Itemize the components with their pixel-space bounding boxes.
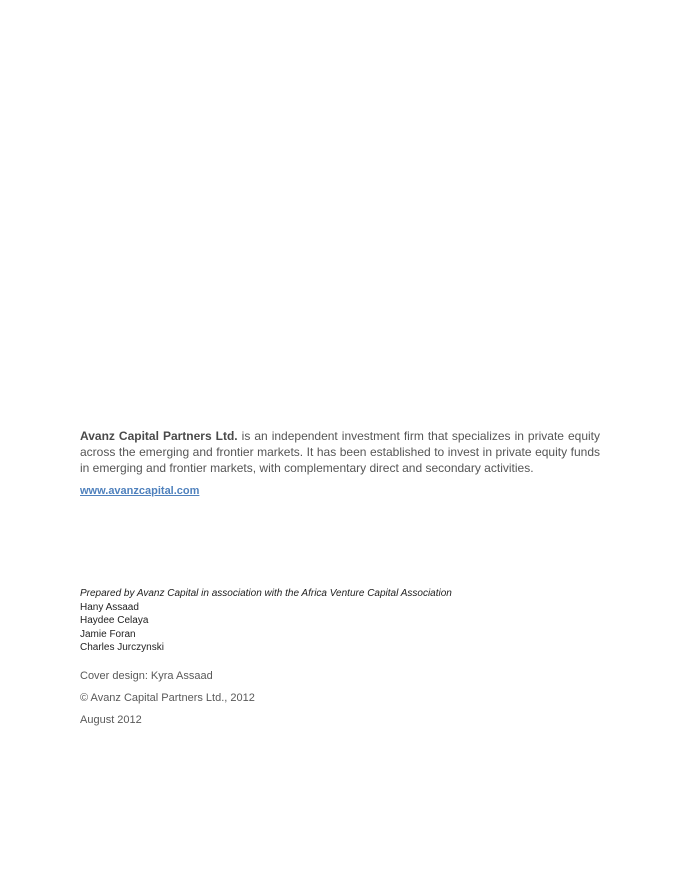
company-description	[80, 428, 600, 476]
credits-section	[80, 669, 255, 735]
author-name: Jamie Foran	[80, 628, 136, 640]
website-link[interactable]: www.avanzcapital.com	[80, 485, 200, 497]
prepared-by-section	[80, 587, 452, 655]
copyright-notice: © Avanz Capital Partners Ltd., 2012	[80, 692, 255, 704]
author-name: Hany Assaad	[80, 601, 139, 613]
publication-date: August 2012	[80, 714, 142, 726]
cover-design-credit: Cover design: Kyra Assaad	[80, 670, 213, 682]
company-name: Avanz Capital Partners Ltd.	[80, 429, 238, 443]
author-name: Haydee Celaya	[80, 615, 149, 626]
company-description-text: is an independent investment firm that specializes in private equity across the emerging and frontier markets. It has been established to invest in private equity funds in emerging and frontier markets, with complementary direct and secondary activities.	[80, 429, 600, 475]
prepared-by-intro: Prepared by Avanz Capital in association with the Africa Venture Capital Association	[80, 588, 452, 599]
author-name: Charles Jurczynski	[80, 642, 164, 653]
